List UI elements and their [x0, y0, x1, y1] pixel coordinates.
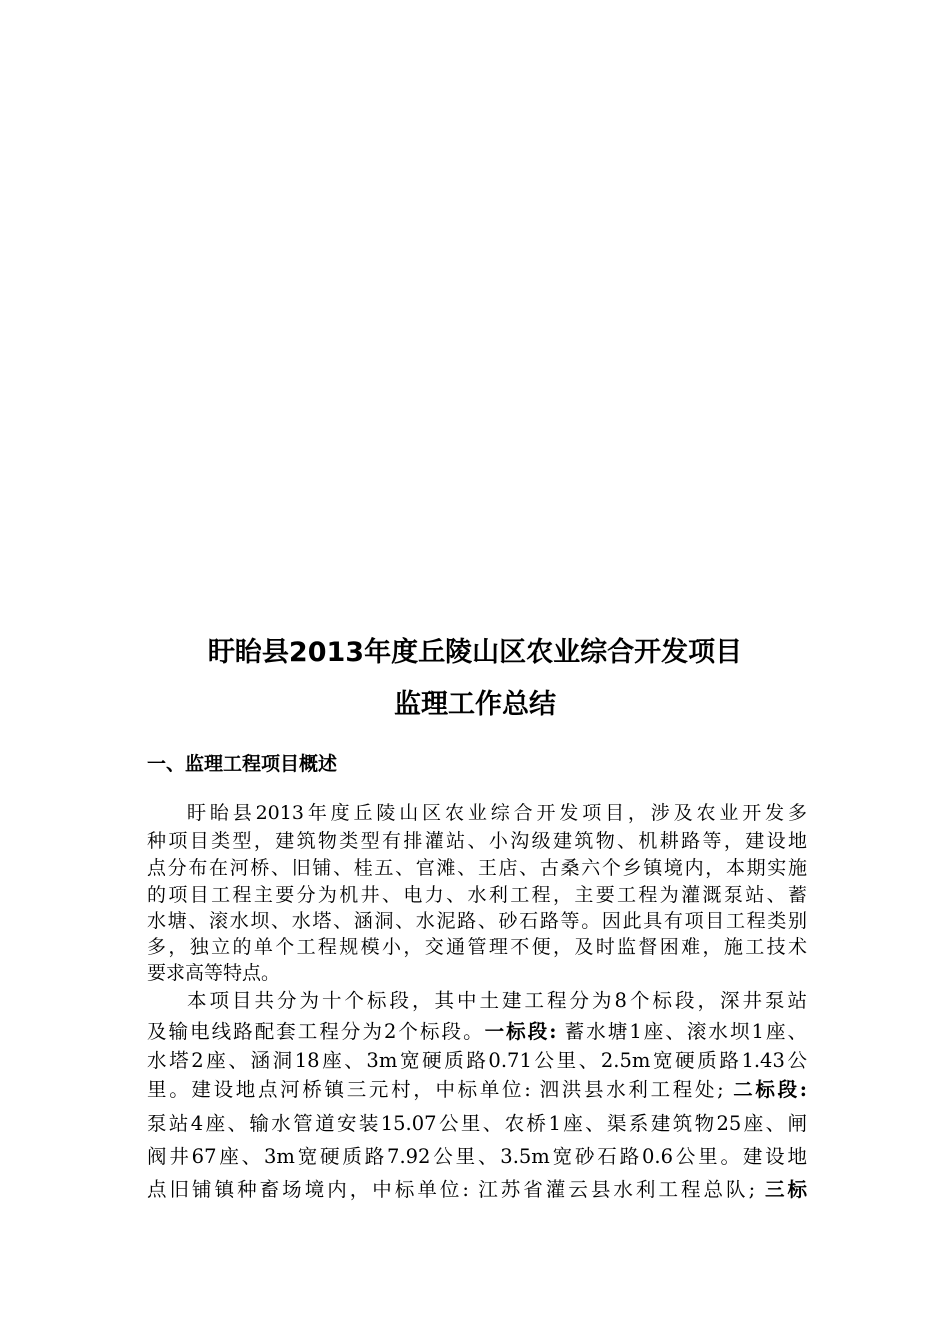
paragraph-line: 要求高等特点。 [147, 962, 281, 984]
section-heading: 一、监理工程项目概述 [147, 753, 338, 775]
paragraph-line: 多，独立的单个工程规模小，交通管理不便，及时监督困难，施工技术 [147, 936, 807, 958]
paragraph-line: 的项目工程主要分为机井、电力、水利工程，主要工程为灌溉泵站、蓄 [147, 884, 807, 906]
paragraph-line: 阀井67座、3m宽硬质路7.92公里、3.5m宽砂石路0.6公里。建设地 [147, 1145, 807, 1168]
section-label-3: 三标 [755, 1178, 807, 1201]
document-subtitle: 监理工作总结 [394, 689, 556, 720]
paragraph-line [147, 1174, 807, 1202]
paragraph-text: 点旧铺镇种畜场境内，中标单位: 江苏省灌云县水利工程总队; [147, 1178, 756, 1201]
section-label-2: 二标段: [723, 1078, 807, 1101]
paragraph-line: 水塔2座、涵洞18座、3m宽硬质路0.71公里、2.5m宽硬质路1.43公 [147, 1049, 807, 1072]
section-label-1: 一标段: [484, 1020, 557, 1043]
paragraph-line: 泵站4座、输水管道安装15.07公里、农桥1座、渠系建筑物25座、闸 [147, 1112, 807, 1135]
paragraph-line: 盱眙县2013年度丘陵山区农业综合开发项目，涉及农业开发多 [187, 802, 807, 824]
paragraph-line [147, 1016, 807, 1044]
document-title: 盱眙县2013年度丘陵山区农业综合开发项目 [207, 637, 743, 668]
paragraph-line: 水塘、滚水坝、水塔、涵洞、水泥路、砂石路等。因此具有项目工程类别 [147, 910, 807, 932]
paragraph-text: 里。建设地点河桥镇三元村，中标单位: 泗洪县水利工程处; [147, 1078, 724, 1101]
paragraph-text: 及输电线路配套工程分为2个标段。 [147, 1020, 485, 1043]
paragraph-line: 种项目类型，建筑物类型有排灌站、小沟级建筑物、机耕路等，建设地 [147, 830, 807, 852]
paragraph-line: 点分布在河桥、旧铺、桂五、官滩、王店、古桑六个乡镇境内，本期实施 [147, 857, 807, 879]
paragraph-line: 本项目共分为十个标段，其中土建工程分为8个标段，深井泵站 [187, 989, 807, 1012]
paragraph-line [147, 1074, 807, 1102]
paragraph-text: 蓄水塘1座、滚水坝1座、 [556, 1020, 807, 1043]
